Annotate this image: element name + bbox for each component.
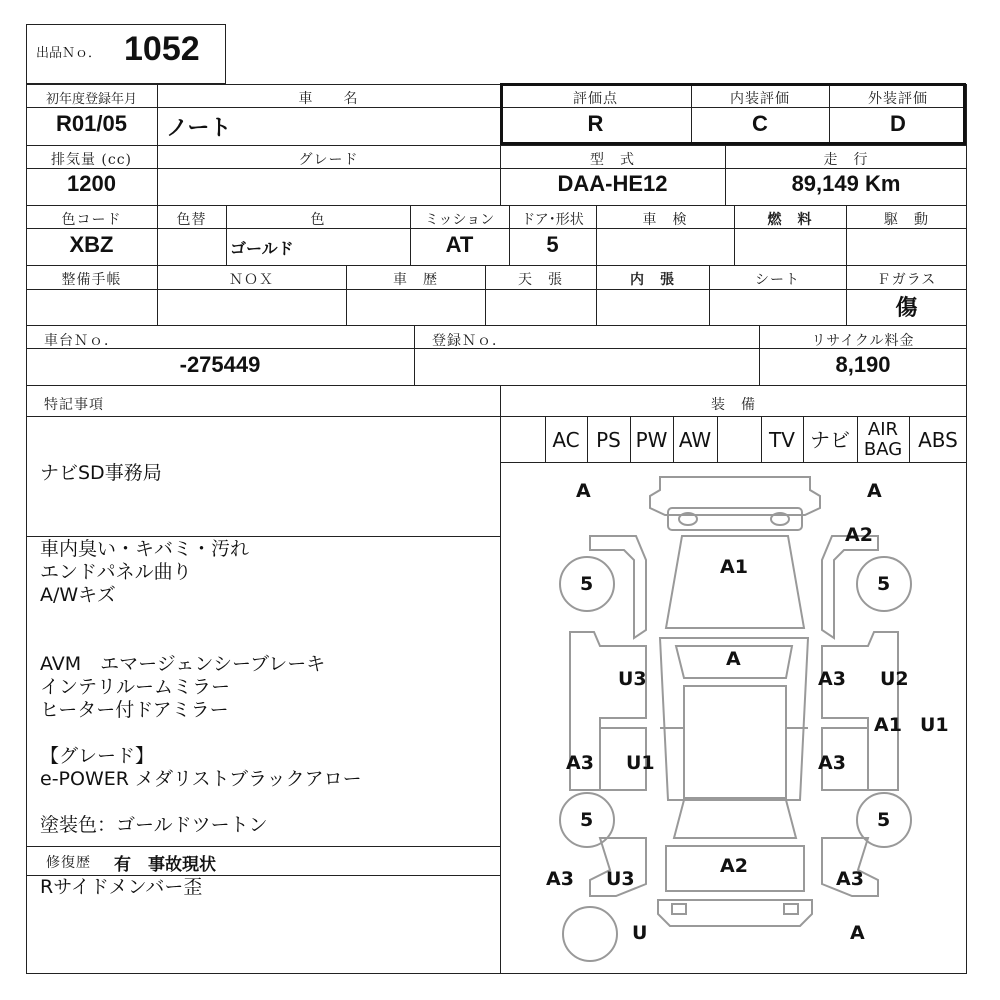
header-f-glass: Ｆガラス [876,272,937,288]
rear-window-shape [674,800,796,838]
header-color-change: 色替 [176,212,207,228]
damage-mark: U1 [920,714,949,736]
damage-mark: A3 [566,752,594,774]
f-glass-value: 傷 [895,296,918,321]
score-value: R [587,111,604,136]
equip-ac: AC [552,428,580,452]
damage-mark: 5 [877,573,891,595]
damage-mark: A1 [720,556,748,578]
doors-value: 5 [546,232,559,257]
remark-line: A/Wキズ [40,584,116,606]
damage-mark: A3 [818,752,846,774]
header-exterior: 外装評価 [868,91,928,107]
lot-number: 1052 [124,30,200,68]
remark-line: 【グレード】 [40,745,155,767]
equip-pw: PW [635,428,668,452]
damage-mark: 5 [580,573,594,595]
damage-mark: A2 [720,855,748,877]
header-recycle: リサイクル料金 [811,333,915,349]
damage-mark: U2 [880,668,909,690]
header-equipment: 装 備 [711,397,756,413]
first-reg-value: R01/05 [56,111,127,136]
right-front-fender-shape [822,536,878,638]
roof-shape [684,686,786,798]
model-value: DAA-HE12 [557,171,668,196]
remark-line: ヒーター付ドアミラー [40,699,229,721]
repair-history-label: 修復歴 [46,855,91,871]
header-fuel: 燃 料 [767,212,813,228]
header-seat: シート [755,272,800,288]
equip-airbag: AIR BAG [863,419,903,460]
damage-mark: 5 [877,809,891,831]
equip-abs: ABS [918,428,958,452]
equip-tv: TV [769,428,795,452]
header-registration: 登録Ｎｏ． [432,333,507,349]
interior-value: C [752,111,768,136]
equip-navi: ナビ [810,428,850,452]
damage-mark: A [850,922,865,944]
header-interior: 内装評価 [730,91,790,107]
header-score: 評価点 [573,91,618,107]
header-maintenance: 整備手帳 [61,272,122,288]
remark-line: エンドパネル曲り [40,561,192,583]
header-first-reg: 初年度登録年月 [45,92,137,107]
damage-mark: A3 [836,868,864,890]
hood-shape [666,536,804,628]
color-code-value: XBZ [69,232,114,257]
remark-line: ナビSD事務局 [40,462,162,484]
spare-tire-shape [563,907,617,961]
remark-line: 塗装色：ゴールドツートン [40,814,268,836]
header-drive: 駆 動 [884,212,929,228]
car-name-value: ノート [166,116,232,141]
header-doors: ドア･形状 [521,212,584,228]
header-sunroof: 天 張 [518,272,563,288]
color-value: ゴールド [230,239,294,258]
header-car-name: 車 名 [298,91,359,107]
header-interior-trim: 内 張 [630,272,675,288]
header-model: 型 式 [590,152,635,168]
remark-line: インテリルームミラー [40,676,231,698]
equip-ps: PS [596,428,621,452]
header-grade: グレード [298,152,359,168]
mission-value: AT [445,232,474,257]
header-displacement: 排気量 (cc) [50,152,133,168]
damage-mark: 5 [580,809,594,831]
front-bumper-shape [650,477,820,515]
damage-mark: A3 [818,668,846,690]
recycle-value: 8,190 [835,352,891,377]
remark-line: AVM エマージェンシーブレーキ [40,653,326,675]
exterior-value: D [890,111,906,136]
header-chassis: 車台Ｎｏ． [44,333,119,349]
header-nox: ＮＯＸ [229,272,274,288]
equip-aw: AW [678,428,712,452]
left-front-fender-shape [590,536,646,638]
mileage-value: 89,149 Km [791,171,901,196]
damage-mark: U1 [626,752,655,774]
chassis-value: -275449 [179,352,261,377]
damage-mark: U3 [618,668,647,690]
header-color: 色 [310,212,326,228]
header-inspection: 車 検 [642,212,688,228]
header-remarks: 特記事項 [44,397,104,413]
repair-detail: Rサイドメンバー歪 [40,876,203,898]
damage-mark: A [867,480,882,502]
damage-mark: U [632,922,648,944]
repair-history-value: 有 事故現状 [114,855,216,875]
lot-label: 出品Ｎｏ． [36,46,102,61]
header-color-code: 色コード [61,212,122,228]
damage-mark: A [576,480,591,502]
damage-mark: A1 [874,714,902,736]
header-mission: ミッション [424,212,495,228]
damage-mark: A [726,648,741,670]
damage-mark: A2 [845,524,873,546]
header-history: 車 歴 [393,272,438,288]
remark-line: 車内臭い・キバミ・汚れ [40,538,250,560]
remark-line: e-POWER メダリストブラックアロー [40,768,362,790]
damage-mark: A3 [546,868,574,890]
displacement-value: 1200 [67,171,116,196]
grille-shape [668,508,802,530]
header-mileage: 走 行 [823,152,869,168]
damage-mark: U3 [606,868,635,890]
